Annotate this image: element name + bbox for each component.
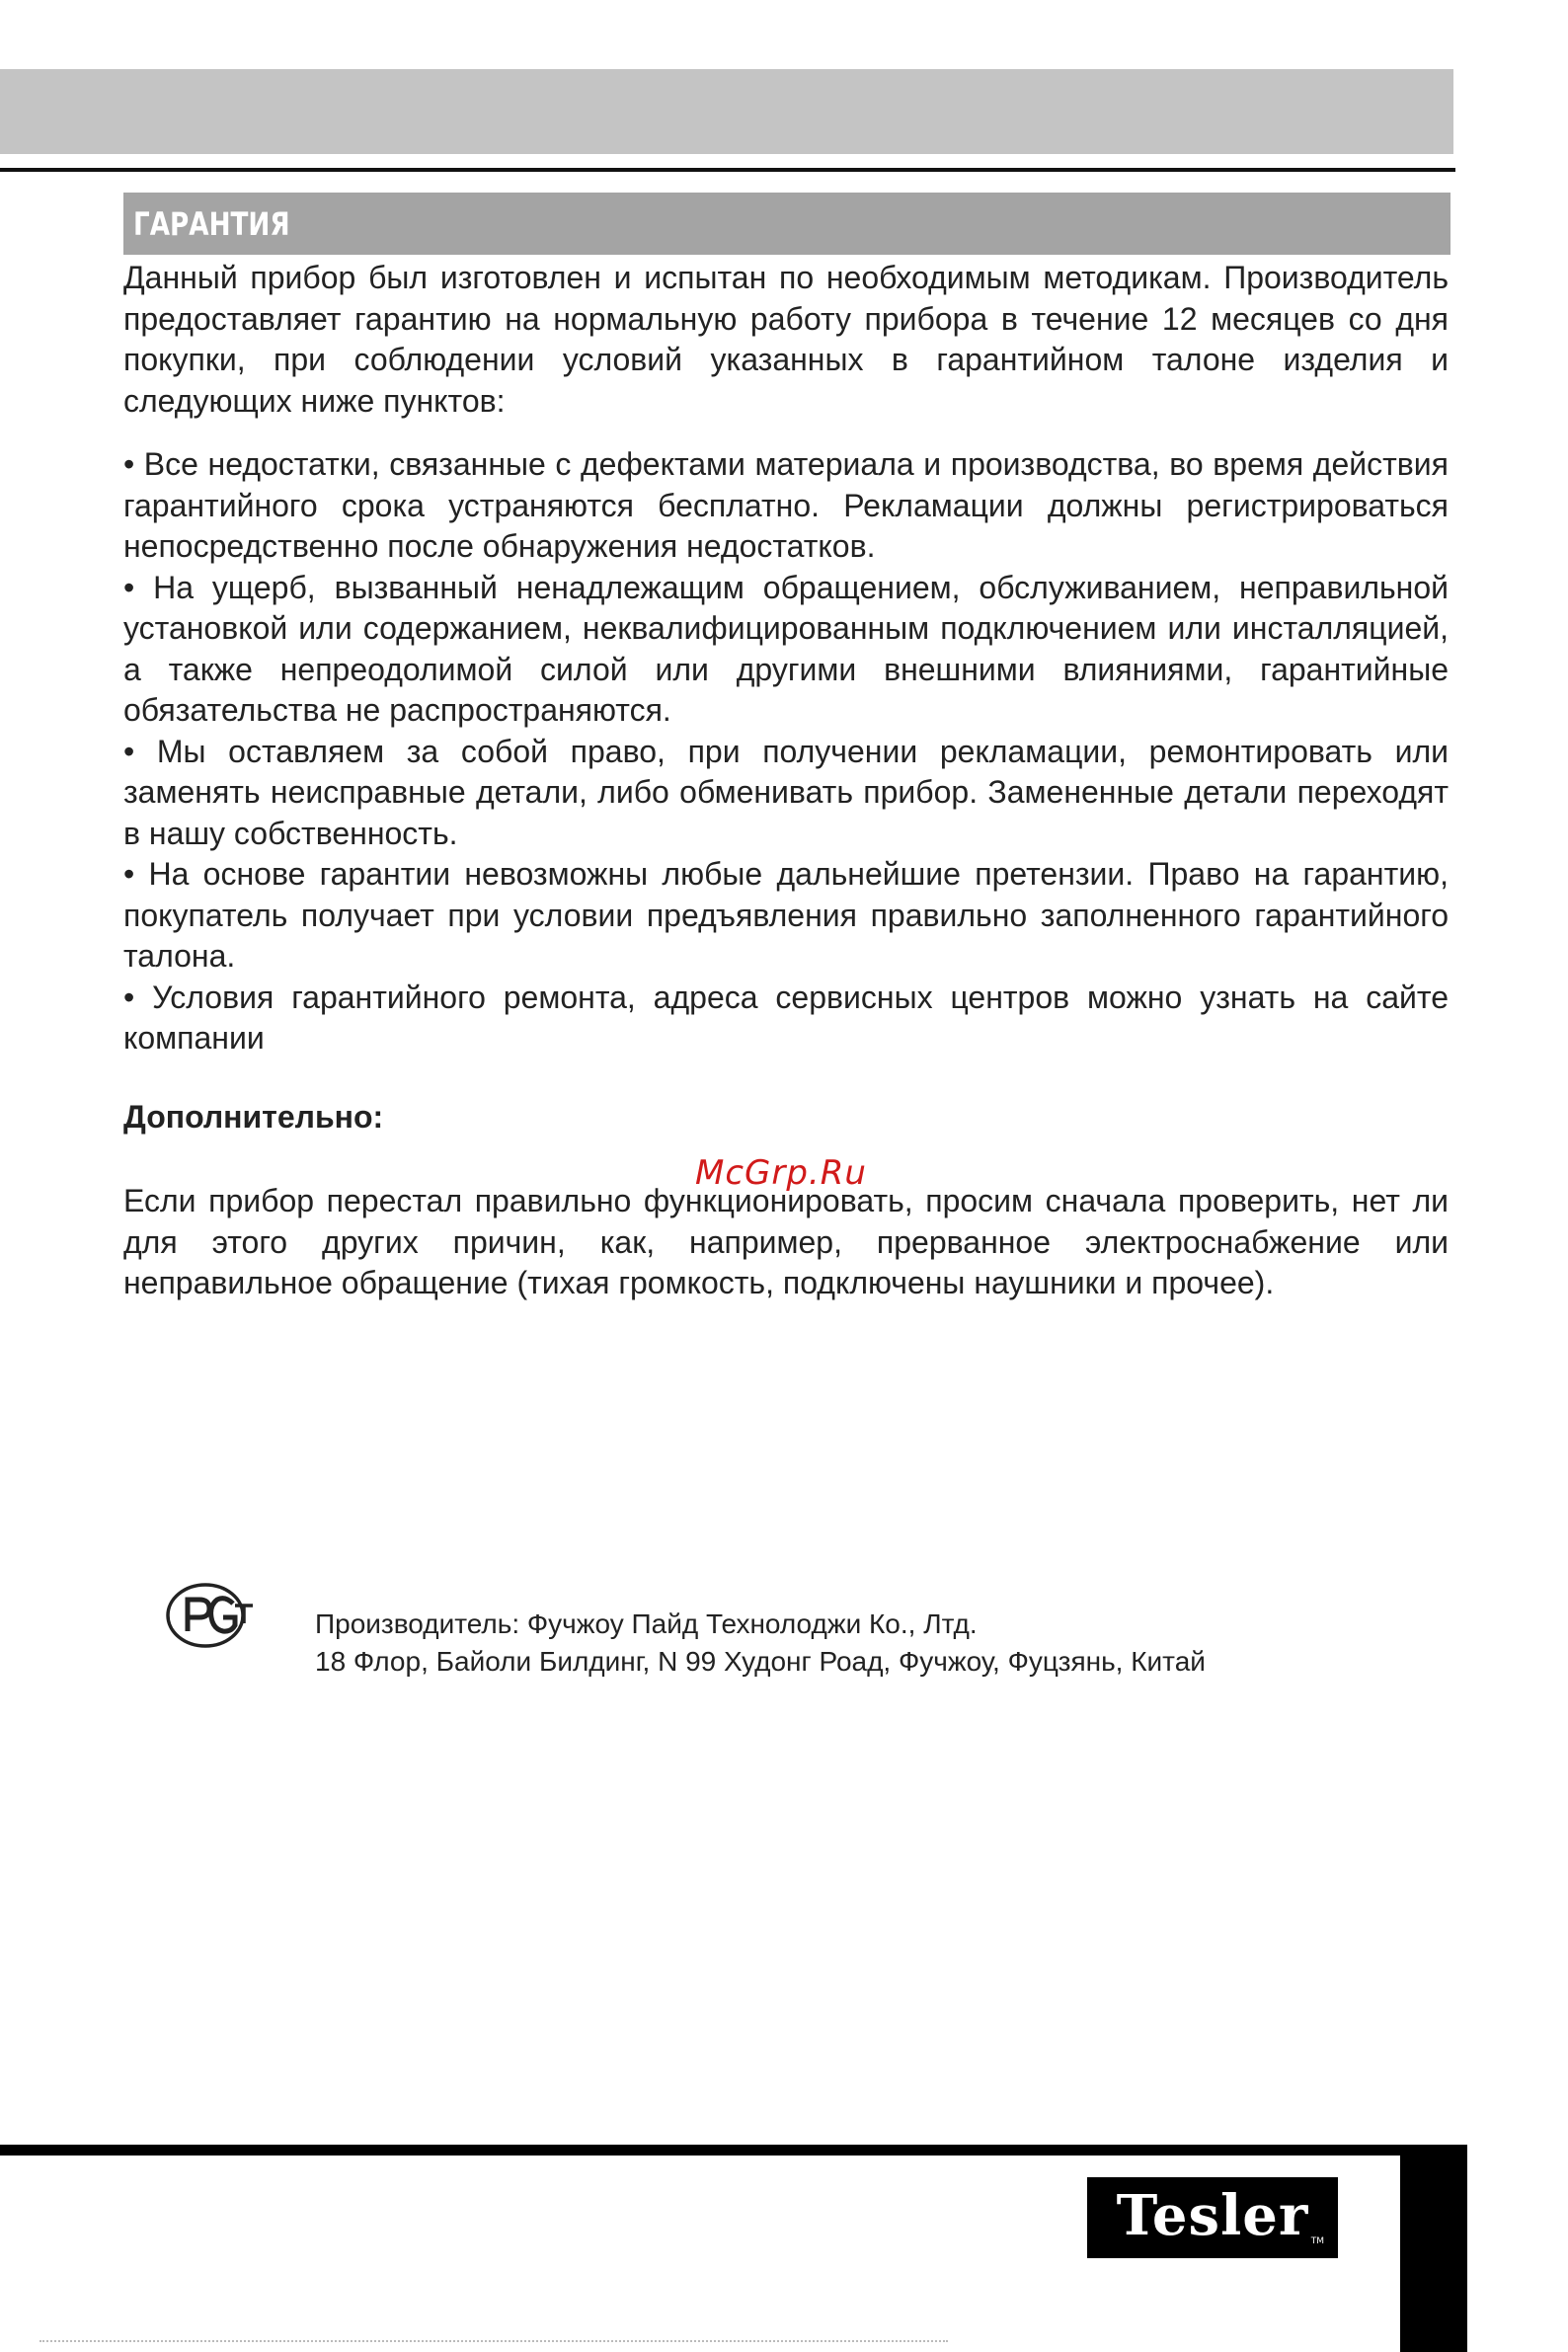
brand-logo xyxy=(1087,2177,1338,2258)
watermark-text: McGrp.Ru xyxy=(695,1153,867,1193)
trademark-mark: TM xyxy=(1310,2236,1324,2246)
pct-certification-icon xyxy=(164,1580,261,1651)
warranty-conditions-list xyxy=(123,444,1449,1059)
manufacturer-address: 18 Флор, Байоли Билдинг, N 99 Худонг Роад, Фучжоу, Фуцзянь, Китай xyxy=(315,1646,1206,1677)
list-item: • Все недостатки, связанные с дефектами материала и производства, во время действия гарантийного срока устраняются бесплатно. Рекламации должны регистрироваться непосредственно после обнаружения недостатков. xyxy=(123,446,1449,564)
intro-paragraph: Данный прибор был изготовлен и испытан по необходимым методикам. Производитель предоставляет гарантию на нормальную работу прибора в течение 12 месяцев со дня покупки, при соблюдении условий указанных в гарантийном талоне изделия и следующих ниже пунктов: xyxy=(123,260,1449,419)
section-title: ГАРАНТИЯ xyxy=(133,204,290,243)
list-item: • На ущерб, вызванный ненадлежащим обращением, обслуживанием, неправильной установкой или содержанием, неквалифицированным подключением или инсталляцией, а также непреодолимой силой или другими внешними влияниями, гарантийные обязательства не распространяются. xyxy=(123,569,1449,728)
page-edge-bar xyxy=(1400,2145,1467,2352)
footer-divider xyxy=(39,2340,948,2342)
brand-logo-text: Tesler xyxy=(1116,2183,1309,2248)
list-item: • Мы оставляем за собой право, при получении рекламации, ремонтировать или заменять неисправные детали, либо обменивать прибор. Замененные детали переходят в нашу собственность. xyxy=(123,733,1449,851)
header-band xyxy=(0,69,1453,154)
manufacturer-name: Производитель: Фучжоу Пайд Технолоджи Ко., Лтд. xyxy=(315,1608,978,1639)
footer-rule xyxy=(0,2145,1467,2156)
section-heading xyxy=(123,193,1450,255)
manufacturer-info xyxy=(315,1606,1206,1681)
additional-heading: Дополнительно: xyxy=(123,1099,384,1135)
list-item: • Условия гарантийного ремонта, адреса сервисных центров можно узнать на сайте компании xyxy=(123,979,1449,1056)
list-item: • На основе гарантии невозможны любые дальнейшие претензии. Право на гарантию, покупатель получает при условии предъявления правильно заполненного гарантийного талона. xyxy=(123,856,1449,974)
additional-paragraph: Если прибор перестал правильно функционировать, просим сначала проверить, нет ли для этого других причин, как, например, прерванное электроснабжение или неправильное обращение (тихая громкость, подключены наушники и прочее). xyxy=(123,1183,1449,1300)
header-rule xyxy=(0,168,1455,172)
